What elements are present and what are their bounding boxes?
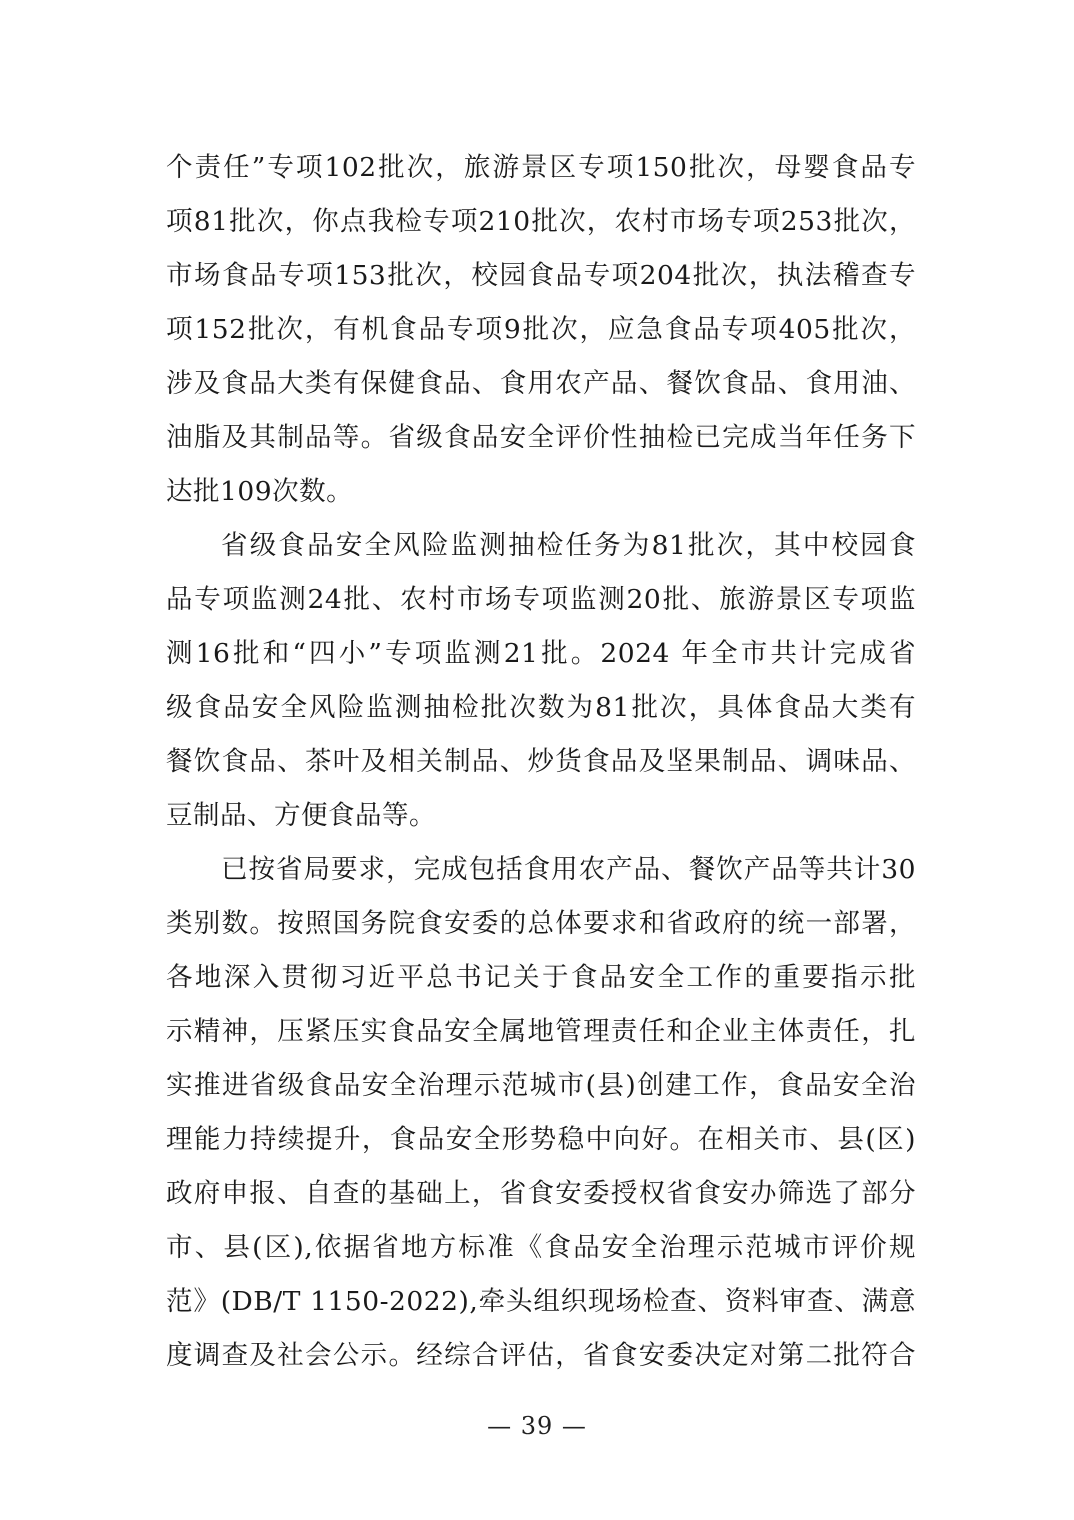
body-text-line: 餐饮食品、茶叶及相关制品、炒货食品及坚果制品、调味品、 [166,746,916,777]
body-text-line: 市、县(区),依据省地方标准《食品安全治理示范城市评价规 [166,1232,916,1263]
body-text-line: 级食品安全风险监测抽检批次数为81批次，具体食品大类有 [166,692,916,723]
page-number: — 39 — [487,1412,587,1440]
paragraph-first-line: 省级食品安全风险监测抽检任务为81批次，其中校园食 [221,530,916,561]
body-text-line: 个责任”专项102批次，旅游景区专项150批次，母婴食品专 [166,152,916,183]
body-text-line: 实推进省级食品安全治理示范城市(县)创建工作，食品安全治 [166,1070,916,1101]
body-text-line: 油脂及其制品等。省级食品安全评价性抽检已完成当年任务下 [166,422,916,453]
body-text-line: 理能力持续提升，食品安全形势稳中向好。在相关市、县(区) [166,1124,916,1155]
body-text-line: 政府申报、自查的基础上，省食安委授权省食安办筛选了部分 [166,1178,916,1209]
paragraph-first-line: 已按省局要求，完成包括食用农产品、餐饮产品等共计30 [221,854,916,885]
body-text-line: 项152批次，有机食品专项9批次，应急食品专项405批次， [166,314,916,345]
body-text-line: 豆制品、方便食品等。 [166,800,436,831]
body-text-line: 各地深入贯彻习近平总书记关于食品安全工作的重要指示批 [166,962,916,993]
body-text-line: 类别数。按照国务院食安委的总体要求和省政府的统一部署， [166,908,916,939]
body-text-line: 示精神，压紧压实食品安全属地管理责任和企业主体责任，扎 [166,1016,916,1047]
body-text-line: 品专项监测24批、农村市场专项监测20批、旅游景区专项监 [166,584,916,615]
body-text-line: 项81批次，你点我检专项210批次，农村市场专项253批次， [166,206,916,237]
body-text-line: 涉及食品大类有保健食品、食用农产品、餐饮食品、食用油、 [166,368,916,399]
body-text-line: 测16批和“四小”专项监测21批。2024 年全市共计完成省 [166,638,916,669]
body-text-line: 度调查及社会公示。经综合评估，省食安委决定对第二批符合 [166,1340,916,1371]
body-text-line: 范》(DB/T 1150-2022),牵头组织现场检查、资料审查、满意 [166,1286,916,1317]
body-text-line: 市场食品专项153批次，校园食品专项204批次，执法稽查专 [166,260,916,291]
body-text-line: 达批109次数。 [166,476,354,507]
